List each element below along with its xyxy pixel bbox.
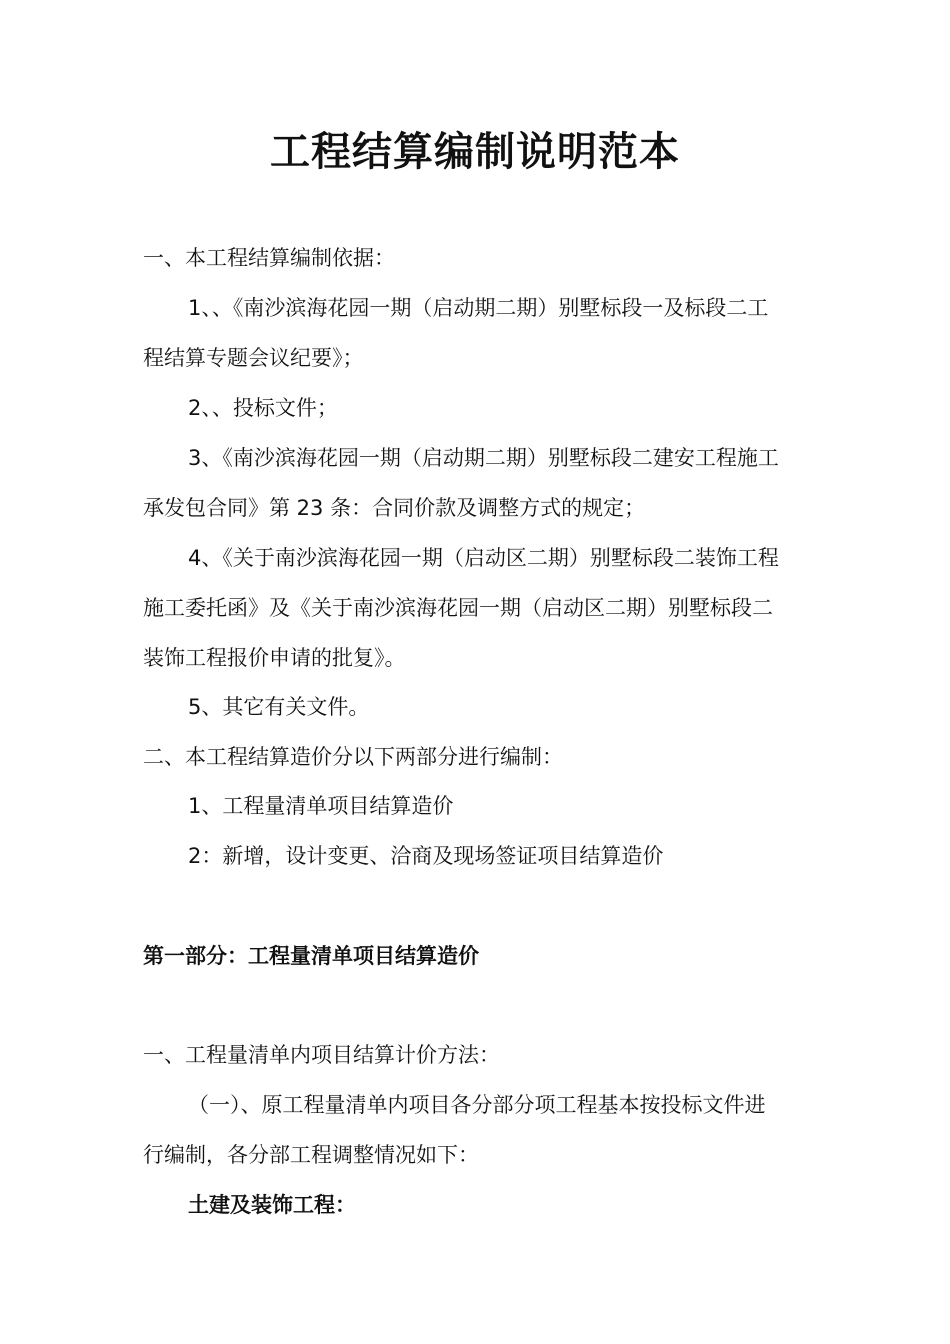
subsection-heading-civil: 土建及装饰工程： [188, 1193, 356, 1217]
list-item-3-line-2: 承发包合同》第 23 条：合同价款及调整方式的规定； [143, 496, 646, 520]
part-item-2: 2：新增，设计变更、洽商及现场签证项目结算造价 [188, 844, 664, 868]
section-heading-method: 一、工程量清单内项目结算计价方法： [143, 1043, 500, 1067]
list-item-3-line-1: 3、《南沙滨海花园一期（启动期二期）别墅标段二建安工程施工 [188, 446, 779, 470]
list-item-1-line-2: 程结算专题会议纪要》； [143, 346, 364, 370]
section-heading-parts: 二、本工程结算造价分以下两部分进行编制： [143, 745, 563, 769]
list-item-4-line-1: 4、《关于南沙滨海花园一期（启动区二期）别墅标段二装饰工程 [188, 546, 779, 570]
method-item-1-line-2: 行编制，各分部工程调整情况如下： [143, 1143, 479, 1167]
list-item-4-line-2: 施工委托函》及《关于南沙滨海花园一期（启动区二期）别墅标段二 [143, 596, 773, 620]
section-heading-basis: 一、本工程结算编制依据： [143, 246, 395, 270]
part-one-heading: 第一部分：工程量清单项目结算造价 [143, 944, 479, 968]
list-item-5: 5、其它有关文件。 [188, 695, 370, 719]
list-item-4-line-3: 装饰工程报价申请的批复》。 [143, 646, 406, 670]
list-item-1-line-1: 1、、《南沙滨海花园一期（启动期二期）别墅标段一及标段二工 [188, 296, 769, 320]
part-item-1: 1、工程量清单项目结算造价 [188, 794, 454, 818]
list-item-2: 2、、投标文件； [188, 396, 338, 420]
document-title: 工程结算编制说明范本 [270, 129, 680, 175]
method-item-1-line-1: （一）、原工程量清单内项目各分部分项工程基本按投标文件进 [188, 1093, 766, 1117]
